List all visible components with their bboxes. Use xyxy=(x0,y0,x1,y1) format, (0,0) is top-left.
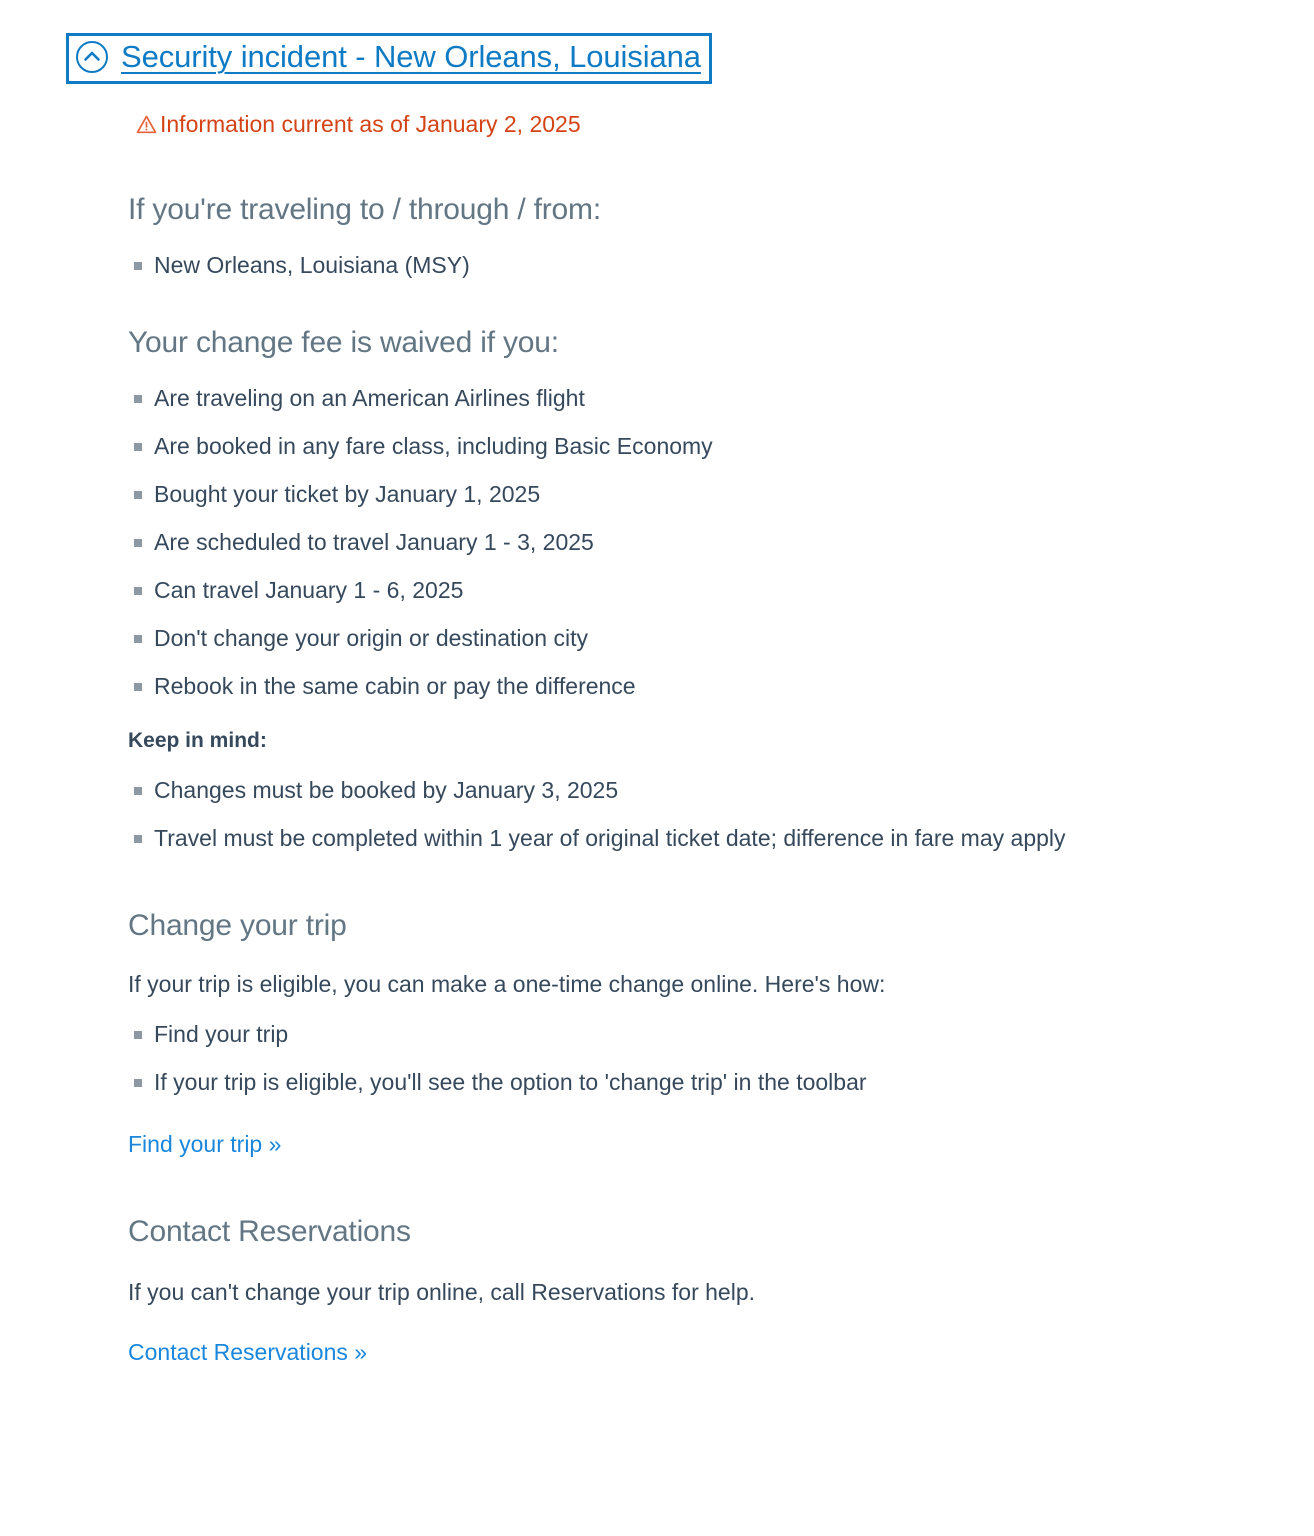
list-item: Changes must be booked by January 3, 2025 xyxy=(128,775,1288,806)
waiver-conditions-list xyxy=(128,383,1288,702)
list-item: Find your trip xyxy=(128,1019,1288,1050)
alert-body xyxy=(128,178,1288,1368)
list-item: If your trip is eligible, you'll see the option to 'change trip' in the toolbar xyxy=(128,1067,1288,1098)
chevron-up-circle-icon xyxy=(75,40,109,74)
find-trip-link-row xyxy=(128,1130,1288,1160)
list-item: Don't change your origin or destination city xyxy=(128,623,1288,654)
warning-triangle-icon xyxy=(136,114,157,135)
contact-link-row xyxy=(128,1338,1288,1368)
information-currency-alert xyxy=(136,111,581,139)
spacer xyxy=(128,719,1288,729)
contact-reservations-link[interactable]: Contact Reservations » xyxy=(128,1338,368,1365)
list-item: Rebook in the same cabin or pay the difference xyxy=(128,671,1288,702)
accordion-toggle-security-incident[interactable] xyxy=(66,33,712,84)
heading-contact-reservations: Contact Reservations xyxy=(128,1214,411,1248)
list-item: Travel must be completed within 1 year of original ticket date; difference in fare may apply xyxy=(128,823,1288,854)
heading-change-your-trip: Change your trip xyxy=(128,909,347,943)
list-item: Bought your ticket by January 1, 2025 xyxy=(128,479,1288,510)
find-your-trip-link[interactable]: Find your trip » xyxy=(128,1130,282,1157)
list-item: Are booked in any fare class, including Basic Economy xyxy=(128,431,1288,462)
keep-in-mind-label: Keep in mind: xyxy=(128,729,267,753)
list-item: Are scheduled to travel January 1 - 3, 2025 xyxy=(128,527,1288,558)
list-item: Are traveling on an American Airlines flight xyxy=(128,383,1288,414)
list-item: Can travel January 1 - 6, 2025 xyxy=(128,575,1288,606)
accordion-title: Security incident - New Orleans, Louisiana xyxy=(121,39,701,74)
change-trip-intro: If your trip is eligible, you can make a one-time change online. Here's how: xyxy=(128,971,886,998)
change-trip-steps-list xyxy=(128,1019,1288,1098)
heading-change-fee-waived: Your change fee is waived if you: xyxy=(128,326,559,360)
traveling-locations-list xyxy=(128,250,1288,281)
list-item: New Orleans, Louisiana (MSY) xyxy=(128,250,1288,281)
heading-traveling: If you're traveling to / through / from: xyxy=(128,193,601,226)
alert-text: Information current as of January 2, 2025 xyxy=(160,111,581,137)
contact-reservations-text: If you can't change your trip online, call Reservations for help. xyxy=(128,1278,756,1305)
keep-in-mind-list xyxy=(128,775,1288,854)
